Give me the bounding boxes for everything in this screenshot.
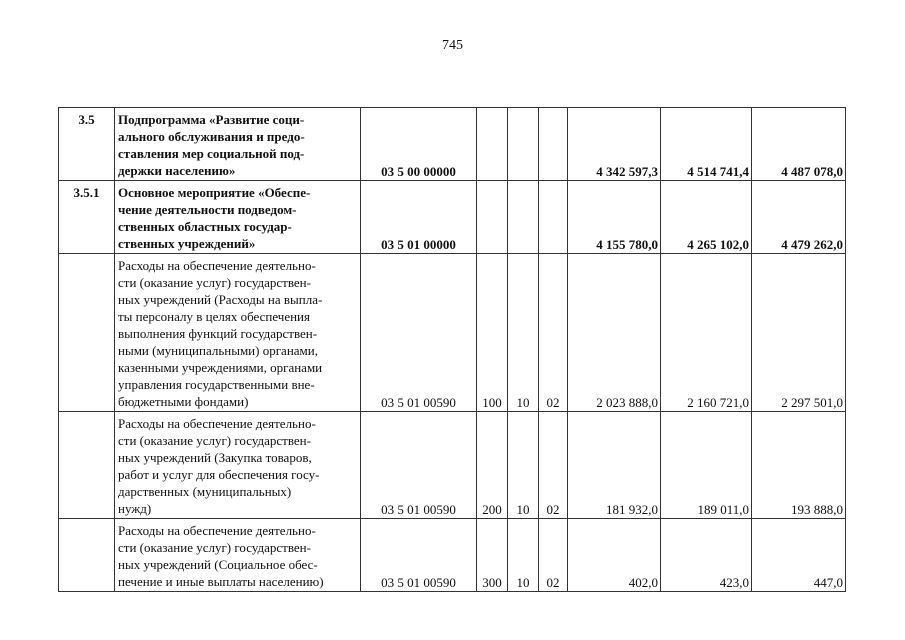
row-number — [59, 254, 115, 412]
row-name — [115, 254, 361, 412]
row-amount-year2: 4 514 741,4 — [661, 108, 752, 181]
row-number — [59, 412, 115, 519]
row-expense-type: 300 — [477, 519, 508, 592]
budget-table — [58, 107, 846, 592]
row-amount-year1: 4 342 597,3 — [568, 108, 661, 181]
row-expense-type — [477, 181, 508, 254]
table-row-subprogram — [59, 108, 846, 181]
row-subsection: 02 — [539, 254, 568, 412]
page-number: 745 — [442, 38, 463, 53]
row-name — [115, 181, 361, 254]
row-number — [59, 519, 115, 592]
row-target-code: 03 5 01 00590 — [361, 254, 477, 412]
row-amount-year1: 402,0 — [568, 519, 661, 592]
row-number: 3.5.1 — [59, 181, 115, 254]
row-amount-year3: 2 297 501,0 — [752, 254, 846, 412]
row-target-code: 03 5 01 00590 — [361, 412, 477, 519]
row-amount-year3: 447,0 — [752, 519, 846, 592]
row-amount-year2: 423,0 — [661, 519, 752, 592]
row-amount-year2: 4 265 102,0 — [661, 181, 752, 254]
row-name-text: Расходы на обеспечение деятельно- сти (оказание услуг) государствен- ных учреждений (Закупка товаров, работ и услуг для обеспечения госу- дарственных (муниципальных) нужд) — [118, 416, 320, 516]
row-section: 10 — [508, 412, 539, 519]
row-subsection: 02 — [539, 412, 568, 519]
row-section — [508, 108, 539, 181]
row-name-text: Расходы на обеспечение деятельно- сти (оказание услуг) государствен- ных учреждений (Социальное обес- печение и иные выплаты населению) — [118, 523, 324, 589]
row-amount-year3: 4 479 262,0 — [752, 181, 846, 254]
row-amount-year2: 189 011,0 — [661, 412, 752, 519]
row-target-code: 03 5 01 00590 — [361, 519, 477, 592]
row-amount-year1: 4 155 780,0 — [568, 181, 661, 254]
row-subsection: 02 — [539, 519, 568, 592]
table-row-expense — [59, 519, 846, 592]
table-row-expense — [59, 254, 846, 412]
row-name-text: Основное мероприятие «Обеспе- чение деятельности подведом- ственных областных государ- ственных учреждений» — [118, 185, 311, 251]
row-expense-type — [477, 108, 508, 181]
row-name — [115, 412, 361, 519]
row-name — [115, 108, 361, 181]
row-name-text: Расходы на обеспечение деятельно- сти (оказание услуг) государствен- ных учреждений (Расходы на выпла- ты персоналу в целях обеспечения выполнения функций государствен- ными (муниципальными) органами, казенными учреждениями, органами управления государственными вне- бюджетными фондами) — [118, 258, 323, 409]
table-row-expense — [59, 412, 846, 519]
row-subsection — [539, 181, 568, 254]
row-section: 10 — [508, 519, 539, 592]
row-name — [115, 519, 361, 592]
row-expense-type: 100 — [477, 254, 508, 412]
row-expense-type: 200 — [477, 412, 508, 519]
row-amount-year3: 193 888,0 — [752, 412, 846, 519]
row-name-text: Подпрограмма «Развитие соци- ального обслуживания и предо- ставления мер социальной под- держки населению» — [118, 112, 305, 178]
row-section — [508, 181, 539, 254]
row-subsection — [539, 108, 568, 181]
row-number: 3.5 — [59, 108, 115, 181]
row-amount-year3: 4 487 078,0 — [752, 108, 846, 181]
row-amount-year1: 181 932,0 — [568, 412, 661, 519]
row-amount-year1: 2 023 888,0 — [568, 254, 661, 412]
row-target-code: 03 5 00 00000 — [361, 108, 477, 181]
row-section: 10 — [508, 254, 539, 412]
row-amount-year2: 2 160 721,0 — [661, 254, 752, 412]
row-target-code: 03 5 01 00000 — [361, 181, 477, 254]
table-row-main-activity — [59, 181, 846, 254]
